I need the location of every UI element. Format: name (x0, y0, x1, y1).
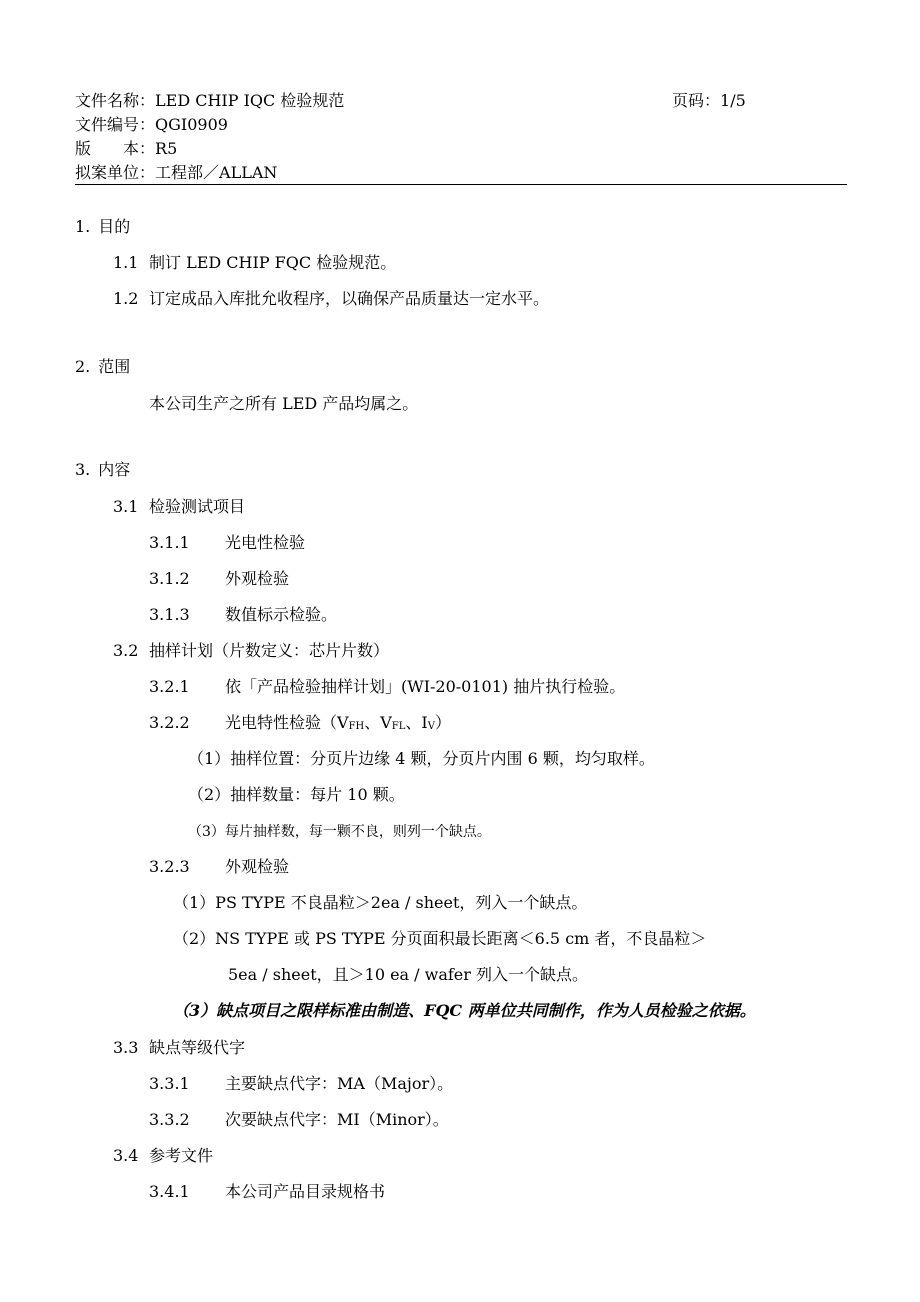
section-number: 3. (75, 460, 91, 479)
doc-version-value: R5 (155, 139, 178, 158)
list-item: （2）抽样数量：每片 10 颗。 (188, 785, 405, 804)
item-3-4-1 (149, 1182, 385, 1202)
doc-dept-value: 工程部／ALLAN (155, 163, 278, 182)
item-3-1 (113, 497, 245, 517)
item-text: 检验测试项目 (149, 497, 246, 516)
subscript: FH (348, 721, 365, 732)
header-divider (75, 184, 847, 185)
doc-dept-label: 拟案单位： (75, 163, 156, 182)
item-number: 1.2 (113, 289, 139, 308)
item-3-2-1 (149, 677, 625, 697)
section-number: 1. (75, 217, 91, 236)
doc-code-label: 文件编号： (75, 115, 156, 134)
item-number: 3.4.1 (149, 1182, 190, 1201)
list-item-emphasis: （3）缺点项目之限样标准由制造、FQC 两单位共同制作，作为人员检验之依据。 (173, 1001, 756, 1020)
section-1-heading (75, 217, 130, 237)
list-item-continuation: 5ea / sheet，且＞10 ea / wafer 列入一个缺点。 (228, 965, 589, 984)
doc-name-row (75, 91, 344, 111)
doc-name-value: LED CHIP IQC 检验规范 (155, 91, 345, 110)
page-label: 页码： (672, 91, 721, 110)
item-number: 1.1 (113, 253, 139, 272)
item-number: 3.2 (113, 641, 139, 660)
item-number: 3.3.2 (149, 1110, 190, 1129)
item-3-4 (113, 1146, 213, 1166)
section-2-heading (75, 357, 130, 377)
item-text: 依「产品检验抽样计划」(WI-20-0101) 抽片执行检验。 (225, 677, 626, 696)
item-3-2 (113, 641, 389, 661)
item-1-2 (113, 289, 549, 309)
text-part: 、I (405, 713, 428, 732)
item-text: 制订 LED CHIP FQC 检验规范。 (149, 253, 397, 272)
page-number-row (672, 91, 746, 111)
item-3-3-1 (149, 1074, 453, 1094)
item-number: 3.2.1 (149, 677, 190, 696)
item-text: 次要缺点代字：MI（Minor）。 (225, 1110, 449, 1129)
item-3-3-2 (149, 1110, 449, 1130)
item-text: 缺点等级代字 (149, 1038, 246, 1057)
item-3-2-3 (149, 857, 289, 877)
section-number: 2. (75, 357, 91, 376)
item-3-1-2 (149, 569, 289, 589)
section-3-heading (75, 460, 130, 480)
doc-version-label: 版 本： (75, 139, 156, 158)
section-title: 范围 (98, 357, 131, 376)
item-1-1 (113, 253, 396, 273)
section-title: 内容 (98, 460, 131, 479)
doc-code-row (75, 115, 228, 135)
list-item: （2）NS TYPE 或 PS TYPE 分页面积最长距离＜6.5 cm 者，不良晶粒＞ (173, 929, 707, 948)
item-3-2-2 (149, 713, 451, 736)
item-text: 外观检验 (225, 569, 290, 588)
item-text: 光电性检验 (225, 533, 306, 552)
subscript: FL (391, 721, 406, 732)
item-3-1-3 (149, 605, 337, 625)
doc-name-label: 文件名称： (75, 91, 156, 110)
item-text: 订定成品入库批允收程序，以确保产品质量达一定水平。 (149, 289, 550, 308)
item-text: 本公司产品目录规格书 (225, 1182, 386, 1201)
item-number: 3.3 (113, 1038, 139, 1057)
item-number: 3.3.1 (149, 1074, 190, 1093)
list-item: （3）每片抽样数，每一颗不良，则列一个缺点。 (188, 824, 491, 840)
item-3-1-1 (149, 533, 305, 553)
item-text: 外观检验 (225, 857, 290, 876)
item-text (225, 713, 451, 732)
item-text: 参考文件 (149, 1146, 214, 1165)
subscript: V (427, 721, 435, 732)
item-number: 3.4 (113, 1146, 139, 1165)
list-item: （1）PS TYPE 不良晶粒＞2ea / sheet，列入一个缺点。 (173, 893, 588, 912)
section-title: 目的 (98, 217, 131, 236)
item-text: 数值标示检验。 (225, 605, 338, 624)
section-2-body: 本公司生产之所有 LED 产品均属之。 (149, 394, 419, 413)
item-number: 3.1.3 (149, 605, 190, 624)
item-number: 3.1 (113, 497, 139, 516)
doc-dept-row (75, 163, 277, 183)
item-text: 抽样计划（片数定义：芯片片数） (149, 641, 390, 660)
text-part: 、V (364, 713, 392, 732)
doc-code-value: QGI0909 (155, 115, 228, 134)
text-part: ） (434, 713, 451, 732)
item-number: 3.2.3 (149, 857, 190, 876)
item-3-3 (113, 1038, 245, 1058)
text-part: 光电特性检验（V (225, 713, 349, 732)
item-number: 3.2.2 (149, 713, 190, 732)
item-number: 3.1.2 (149, 569, 190, 588)
item-number: 3.1.1 (149, 533, 190, 552)
page-value: 1/5 (720, 91, 746, 110)
doc-version-row (75, 139, 177, 159)
list-item: （1）抽样位置：分页片边缘 4 颗，分页片内围 6 颗，均匀取样。 (188, 749, 655, 768)
item-text: 主要缺点代字：MA（Major）。 (225, 1074, 454, 1093)
